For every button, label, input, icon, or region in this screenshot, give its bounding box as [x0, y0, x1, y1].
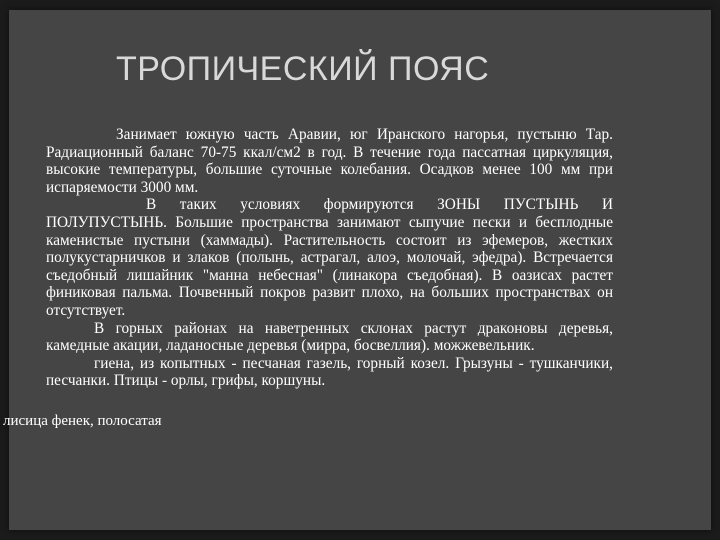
slide-body: [46, 126, 613, 390]
paragraph-mountains: В горных районах на наветренных склонах растут драконовы деревья, камедные акации, ладаносные деревья (мирра, босвеллия). можжевельник.: [46, 319, 613, 355]
paragraph-location: Занимает южную часть Аравии, юг Иранского нагорья, пустыню Тар. Радиационный баланс 70-75 ккал/см2 в год. В течение года пассатная циркуляция, высокие температуры, большие суточные колебания. Осадков менее 100 мм при испаряемости 3000 мм.: [46, 126, 613, 196]
paragraph-fauna: гиена, из копытных - песчаная газель, горный козел. Грызуны - тушканчики, песчанки. Птицы - орлы, грифы, коршуны.: [46, 354, 613, 390]
overlapping-fauna-text: лисица фенек, полосатая: [3, 413, 162, 429]
paragraph-deserts: В таких условиях формируются ЗОНЫ ПУСТЫНЬ И ПОЛУПУСТЫНЬ. Большие пространства занимают сыпучие пески и бесплодные каменистые пустыни (хаммады). Растительность состоит из эфемеров, жестких полукустарничков и злаков (полынь, астрагал, алоэ, молочай, эфедра). Встречается съедобный лишайник "манна небесная" (линакора съедобная). В оазисах растет финиковая пальма. Почвенный покров развит плохо, на больших пространствах он отсутствует.: [46, 196, 613, 319]
slide-title: ТРОПИЧЕСКИЙ ПОЯС: [116, 50, 490, 88]
